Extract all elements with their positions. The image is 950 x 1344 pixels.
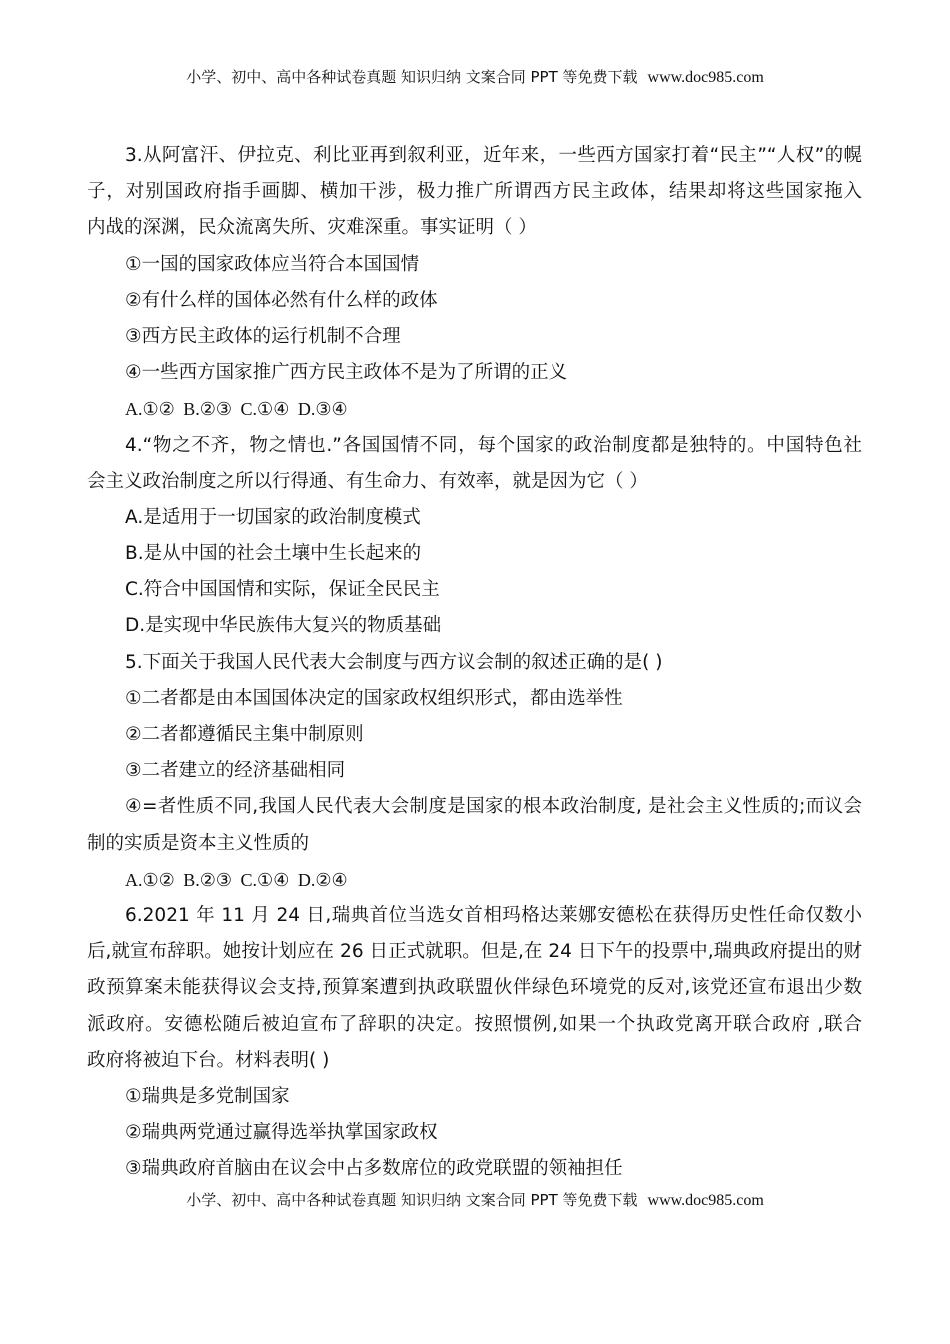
question-stem-line: 6.2021 年 11 月 24 日,瑞典首位当选女首相玛格达莱娜安德松在获得历史性任命仅数小: [125, 904, 862, 926]
question-stem-line: 5.下面关于我国人民代表大会制度与西方议会制的叙述正确的是( ): [125, 651, 663, 673]
question-stem-line: 内战的深渊，民众流离失所、灾难深重。事实证明（ ）: [87, 217, 537, 239]
answer-option: D.是实现中华民族伟大复兴的物质基础: [125, 615, 442, 637]
statement-item: ④一些西方国家推广西方民主政体不是为了所谓的正义: [125, 362, 568, 384]
page-header: [0, 66, 950, 87]
document-body: [87, 138, 862, 1187]
statement-item: ②有什么样的国体必然有什么样的政体: [125, 289, 438, 311]
footer-url: www.doc985.com: [647, 1192, 764, 1209]
question-5: [87, 645, 862, 898]
statement-item: ②二者都遵循民主集中制原则: [125, 724, 364, 745]
answer-options: A.①② B.②③ C.①④ D.③④: [125, 399, 348, 420]
answer-option: B.是从中国的社会土壤中生长起来的: [125, 543, 422, 565]
footer-text: 小学、初中、高中各种试卷真题 知识归纳 文案合同 PPT 等免费下载: [186, 1191, 638, 1209]
question-stem-line: 派政府。安德松随后被迫宣布了辞职的决定。按照惯例,如果一个执政党离开联合政府 ,联合: [87, 1013, 862, 1035]
question-stem-line: 政预算案未能获得议会支持,预算案遭到执政联盟伙伴绿色环境党的反对,该党还宣布退出少数: [87, 977, 862, 999]
statement-item: ①瑞典是多党制国家: [125, 1085, 290, 1107]
question-stem-line: 子，对别国政府指手画脚、横加干涉，极力推广所谓西方民主政体，结果却将这些国家拖入: [87, 181, 862, 203]
question-stem-line: 4.“物之不齐，物之情也.”各国国情不同，每个国家的政治制度都是独特的。中国特色社: [125, 434, 862, 456]
statement-item: ①二者都是由本国国体决定的国家政权组织形式，都由选举性: [125, 687, 623, 709]
question-stem-line: 后,就宣布辞职。她按计划应在 26 日正式就职。但是,在 24 日下午的投票中,瑞典政府提出的财: [87, 941, 862, 963]
statement-item: ③二者建立的经济基础相同: [125, 760, 346, 782]
answer-option: C.符合中国国情和实际，保证全民民主: [125, 579, 440, 601]
question-stem-line: 政府将被迫下台。材料表明( ): [87, 1049, 330, 1071]
statement-item: ①一国的国家政体应当符合本国国情: [125, 253, 420, 275]
statement-item-continued: 制的实质是资本主义性质的: [87, 832, 310, 854]
question-4: [87, 428, 862, 645]
statement-item: ③瑞典政府首脑由在议会中占多数席位的政党联盟的领袖担任: [125, 1158, 623, 1180]
header-text: 小学、初中、高中各种试卷真题 知识归纳 文案合同 PPT 等免费下载: [186, 68, 638, 86]
page-footer: [0, 1189, 950, 1210]
answer-option: A.是适用于一切国家的政治制度模式: [125, 506, 421, 528]
question-3: [87, 138, 862, 428]
answer-options: A.①② B.②③ C.①④ D.②④: [125, 869, 348, 890]
question-stem-line: 会主义政治制度之所以行得通、有生命力、有效率，就是因为它（ ）: [87, 470, 648, 492]
statement-item: ③西方民主政体的运行机制不合理: [125, 325, 401, 347]
statement-item: ④=者性质不同,我国人民代表大会制度是国家的根本政治制度, 是社会主义性质的;而议会: [125, 796, 862, 818]
question-6: [87, 898, 862, 1188]
question-stem-line: 3.从阿富汗、伊拉克、利比亚再到叙利亚，近年来，一些西方国家打着“民主”“人权”的幌: [125, 145, 862, 166]
statement-item: ②瑞典两党通过赢得选举执掌国家政权: [125, 1122, 438, 1144]
header-url: www.doc985.com: [647, 69, 764, 86]
